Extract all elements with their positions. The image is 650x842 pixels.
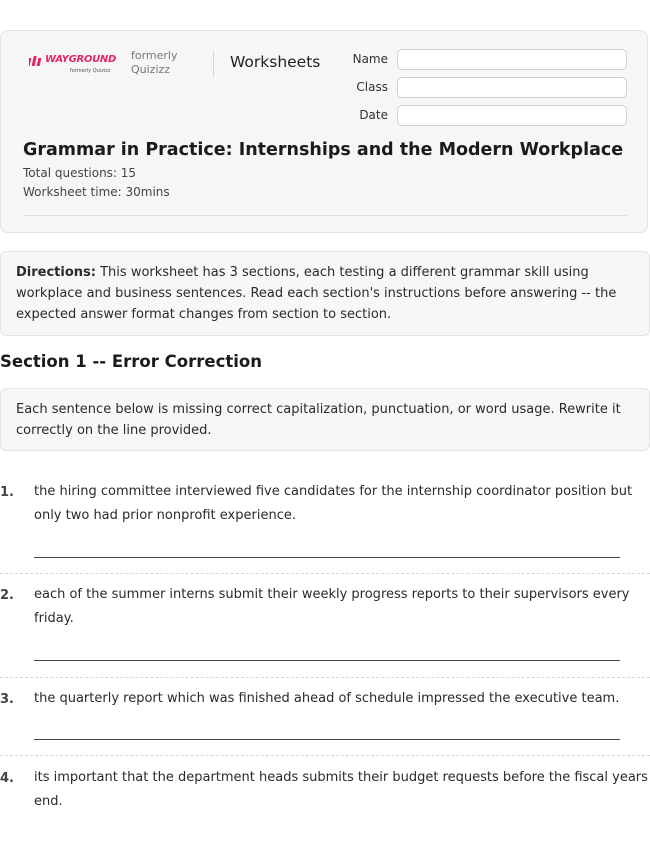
class-field[interactable]: [397, 77, 627, 98]
wayground-logo: [29, 55, 119, 81]
question-number: 2.: [0, 588, 14, 603]
question-number: 3.: [0, 692, 14, 707]
name-field[interactable]: [397, 49, 627, 70]
section-1-title: Section 1 -- Error Correction: [0, 352, 262, 371]
question-number: 4.: [0, 771, 14, 786]
question-text: each of the summer interns submit their weekly progress reports to their supervisors every friday.: [34, 587, 630, 626]
formerly-quizizz-note: formerly Quizizz: [131, 49, 178, 76]
question-number: 1.: [0, 485, 14, 500]
total-questions: Total questions: 15: [23, 166, 137, 180]
question-divider: [0, 573, 650, 574]
header-rule: [23, 215, 627, 216]
answer-line[interactable]: [34, 557, 620, 558]
date-label: Date: [359, 108, 388, 122]
logo-subtext: formerly Quizizz: [70, 68, 111, 74]
question-divider: [0, 677, 650, 678]
question-text: the hiring committee interviewed five candidates for the internship coordinator position but only two had prior nonprofit experience.: [34, 484, 633, 523]
answer-line[interactable]: [34, 739, 620, 740]
question-text: its important that the department heads submits their budget requests before the fiscal years end.: [34, 770, 648, 809]
question-divider: [0, 755, 650, 756]
date-field[interactable]: [397, 105, 627, 126]
name-label: Name: [352, 52, 388, 66]
wayground-logo-mark-icon: [29, 55, 43, 66]
worksheet-title: Grammar in Practice: Internships and the Modern Workplace: [23, 140, 624, 160]
directions-text: This worksheet has 3 sections, each testing a different grammar skill using workplace and business sentences. Read each section's instructions before answering -- the expected answer format changes from section to section.: [16, 265, 617, 322]
question-text: the quarterly report which was finished ahead of schedule impressed the executive team.: [34, 691, 620, 706]
section-1-instructions: Each sentence below is missing correct capitalization, punctuation, or word usage. Rewrite it correctly on the line provided.: [0, 388, 650, 451]
worksheets-label: Worksheets: [230, 53, 321, 71]
class-label: Class: [356, 80, 388, 94]
answer-line[interactable]: [34, 660, 620, 661]
logo-wordmark: WAYGROUND: [45, 54, 117, 65]
directions-label: Directions:: [16, 265, 96, 280]
worksheet-time: Worksheet time: 30mins: [23, 185, 170, 199]
worksheet-header: [0, 30, 648, 233]
header-divider: [213, 51, 214, 77]
directions-box: [0, 251, 650, 336]
